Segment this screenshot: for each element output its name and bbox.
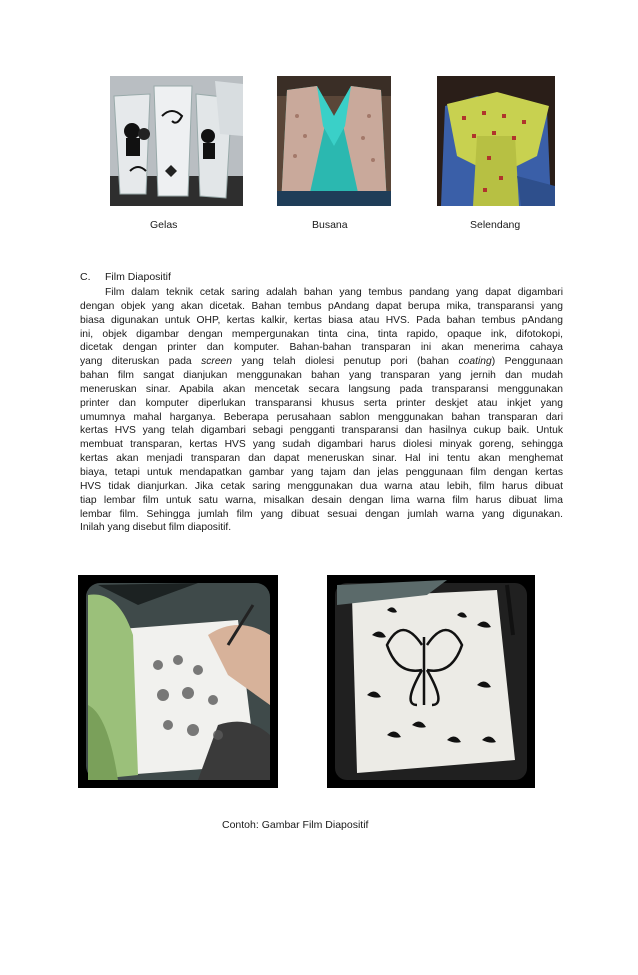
caption-gelas: Gelas [150,219,178,231]
photo-gelas [110,76,243,206]
dress-illustration [277,76,391,206]
paragraph-line: tiap lembar film untuk satu warna, misalkan desain dengan lima warna film harus dibuat lima [80,494,563,506]
scarf-illustration [437,76,555,206]
paragraph-line: biaya, tetapi untuk mendapatkan gambar yang tajam dan jelas penggunaan film dengan kertas [80,466,563,478]
paragraph-line: lembar film. Sehingga jumlah film yang dibuat sesuai dengan jumlah warna yang digunakan. [80,508,563,520]
paragraph-line: umumnya mahal harganya. Beberapa perusahaan sablon menggunakan bahan transparan dari [80,411,563,423]
paragraph-line: Film dalam teknik cetak saring adalah bahan yang tembus pandang yang dapat digambari [105,287,563,298]
line-text: ) Penggunaan [491,356,564,368]
italic-term-screen: screen [201,356,233,368]
paragraph-line: kertas akan menjadi transparan dan dapat meneruskan sinar. Hal ini tentu akan menghemat [80,453,563,465]
body-paragraph [80,286,563,535]
italic-term-coating: coating [458,356,492,368]
photo-busana [277,76,391,206]
paragraph-line: ini, objek digambar dengan mempergunakan tinta cina, tinta rapido, opaque ink, difotokopi, [80,328,563,340]
drawing-scene-illustration [78,575,278,788]
paragraph-line: Inilah yang disebut film diapositif. [80,522,232,534]
paragraph-line: bahan film sangat dianjukan menggunakan bahan yang transparan yang jernih dan mudah [80,370,563,382]
section-number: C. [80,271,91,283]
caption-selendang: Selendang [470,219,521,231]
paragraph-line: biasa digunakan untuk OHP, kertas kalkir, kertas biasa atau HVS. Pada bahan tembus pAndang [80,314,563,326]
photo-butterfly-film [327,575,535,788]
paragraph-line: HVS tidak dianjurkan. Jika cetak saring menggunakan dua warna atau lebih, film harus dibuat [80,480,563,492]
paragraph-line: kertas HVS yang telah digambari sebagi pengganti transparansi dan hasilnya cukup baik. Untuk [80,425,563,437]
paragraph-line: printer dan komputer diperlukan transparansi khusus serta printer deskjet atau inkjet yang [80,397,563,409]
paragraph-line: dicetak dengan printer dan komputer. Bahan-bahan transparan ini akan menerima cahaya [80,342,563,354]
paragraph-line: meneruskan sinar. Apabila akan mencetak secara langsung pada transparansi menggunakan [80,383,563,395]
paragraph-line: membuat transparan, kertas HVS yang sudah digambari harus diolesi minyak goreng, sehingga [80,439,563,451]
paragraph-line-with-italics [80,355,563,369]
bottom-caption: Contoh: Gambar Film Diapositif [222,819,369,831]
glasses-illustration [110,76,243,206]
line-text: yang telah diolesi penutup pori (bahan [232,356,459,368]
butterfly-film-illustration [327,575,535,788]
paragraph-line: dengan objek yang akan dicetak. Bahan tembus pAndang dapat berupa mika, transparansi yang [80,300,563,312]
photo-drawing-film [78,575,278,788]
section-heading [80,271,171,283]
photo-selendang [437,76,555,206]
caption-busana: Busana [312,219,348,231]
line-text: yang diteruskan pada [80,356,202,368]
section-title: Film Diapositif [105,271,171,283]
